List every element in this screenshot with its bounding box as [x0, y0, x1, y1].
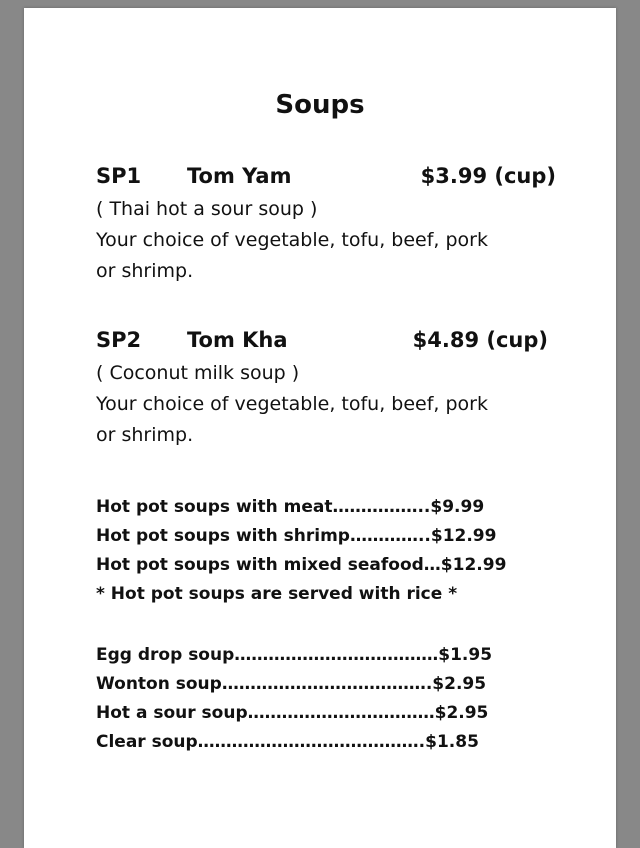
list-item: Clear soup………………………………….$1.85: [96, 732, 479, 752]
sp1-price: $3.99 (cup): [420, 164, 556, 188]
list-item: Hot pot soups with shrimp…………..$12.99: [96, 526, 497, 546]
sp1-subtitle: ( Thai hot a sour soup ): [96, 198, 318, 220]
sp1-desc-line2: or shrimp.: [96, 260, 194, 282]
sp2-name: Tom Kha: [187, 328, 288, 352]
page-title: Soups: [275, 90, 365, 120]
sp1-name: Tom Yam: [187, 164, 292, 188]
hot-pot-list: [96, 493, 556, 609]
list-item: Hot pot soups with meat……………..$9.99: [96, 497, 485, 517]
menu-page: [24, 8, 616, 848]
list-item: Egg drop soup………………………………$1.95: [96, 645, 493, 665]
sp2-description: [96, 358, 556, 451]
sp1-desc-line1: Your choice of vegetable, tofu, beef, pork: [96, 229, 488, 251]
sp2-desc-line2: or shrimp.: [96, 424, 194, 446]
list-item: Wonton soup……………………………….$2.95: [96, 674, 487, 694]
small-soups-list: [96, 641, 556, 757]
sp1-header: [96, 161, 556, 191]
sp2-code: SP2: [96, 328, 142, 352]
sp1-code: SP1: [96, 164, 142, 188]
sp2-price: $4.89 (cup): [412, 328, 548, 352]
sp2-subtitle: ( Coconut milk soup ): [96, 362, 300, 384]
hot-pot-note: * Hot pot soups are served with rice *: [96, 584, 458, 604]
list-item: Hot a sour soup……………………………$2.95: [96, 703, 489, 723]
list-item: Hot pot soups with mixed seafood…$12.99: [96, 555, 507, 575]
sp2-header: [96, 325, 556, 355]
sp2-desc-line1: Your choice of vegetable, tofu, beef, pork: [96, 393, 488, 415]
sp1-description: [96, 194, 556, 287]
